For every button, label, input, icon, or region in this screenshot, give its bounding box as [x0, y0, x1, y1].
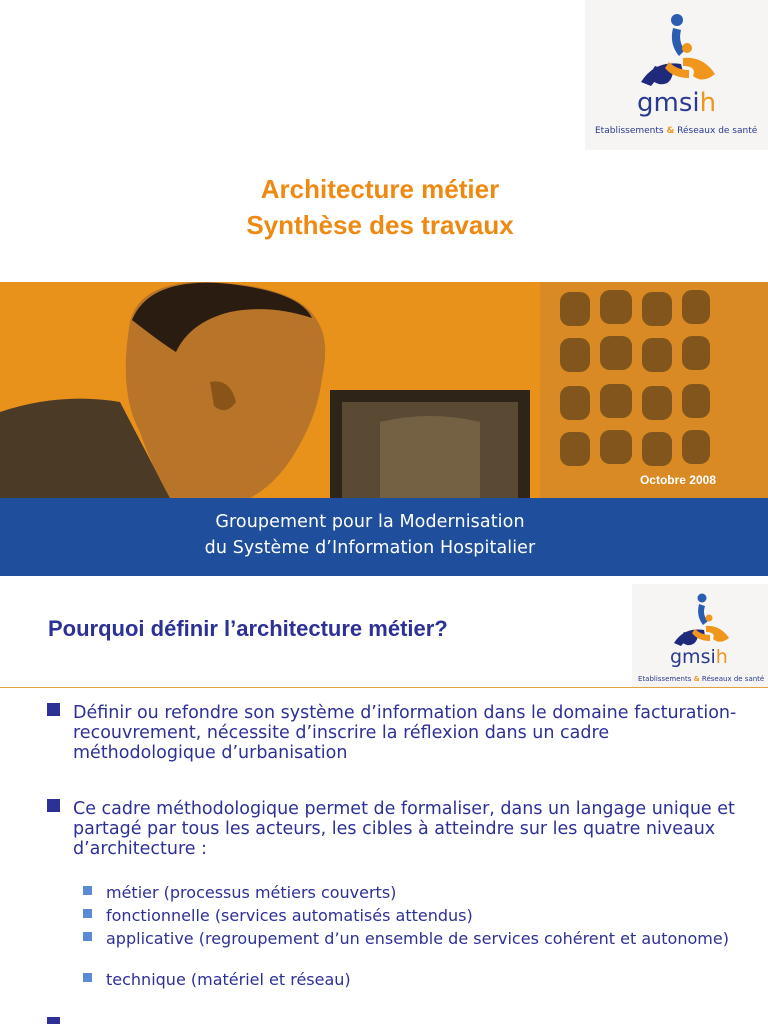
cover-title-line2: Synthèse des travaux — [246, 210, 514, 240]
logo-tagline-amp: & — [666, 126, 675, 136]
sub-bullet-square-icon — [83, 973, 92, 982]
bullet-square-icon — [47, 703, 60, 716]
sub-bullet-item: technique (matériel et réseau) — [106, 970, 351, 989]
logo-tagline — [638, 675, 764, 683]
bullet-square-icon — [47, 799, 60, 812]
doctor-with-xray-image — [0, 282, 768, 498]
title-divider — [0, 687, 768, 688]
logo-wordmark-h: h — [715, 646, 728, 668]
organization-band — [0, 498, 768, 576]
cover-date: Octobre 2008 — [639, 473, 716, 487]
gmsih-emblem-icon — [632, 584, 768, 688]
logo-tagline-part1: Etablissements — [638, 675, 694, 683]
bullet-square-icon — [47, 1017, 60, 1024]
logo-wordmark — [670, 646, 728, 668]
sub-bullet-square-icon — [83, 909, 92, 918]
cover-photo — [0, 282, 768, 498]
bullet-paragraph-2: Ce cadre méthodologique permet de formaliser, dans un langage unique et partagé par tous les acteurs, les cibles à atteindre sur les quatre niveaux d’architecture : — [73, 799, 735, 859]
logo-wordmark-main: gmsi — [637, 88, 700, 118]
slide-title: Pourquoi définir l’architecture métier? — [48, 616, 448, 641]
logo-tagline-part2: Réseaux de santé — [674, 126, 758, 136]
sub-bullet-item: applicative (regroupement d’un ensemble de services cohérent et autonome) — [106, 929, 729, 948]
content-slide — [0, 576, 768, 1024]
organization-name-line2: du Système d’Information Hospitalier — [204, 538, 536, 558]
logo-tagline-part1: Etablissements — [595, 126, 667, 136]
bullet-paragraph-1: Définir ou refondre son système d’information dans le domaine facturation-recouvrement, nécessite d’inscrire la réflexion dans un cadre méthodologique d’urbanisation — [73, 703, 737, 763]
logo-tagline — [595, 126, 757, 136]
organization-name-line1: Groupement pour la Modernisation — [215, 512, 525, 532]
sub-bullet-item: fonctionnelle (services automatisés attendus) — [106, 906, 473, 925]
cover-title-line1: Architecture métier — [260, 174, 500, 204]
logo-tagline-part2: Réseaux de santé — [699, 675, 765, 683]
gmsih-logo — [585, 0, 768, 150]
sub-bullet-square-icon — [83, 886, 92, 895]
logo-wordmark — [637, 88, 716, 118]
logo-wordmark-main: gmsi — [670, 646, 716, 668]
logo-tagline-amp: & — [693, 675, 700, 683]
logo-wordmark-h: h — [699, 88, 717, 118]
gmsih-logo-small — [632, 584, 768, 688]
sub-bullet-item: métier (processus métiers couverts) — [106, 883, 397, 902]
sub-bullet-square-icon — [83, 932, 92, 941]
